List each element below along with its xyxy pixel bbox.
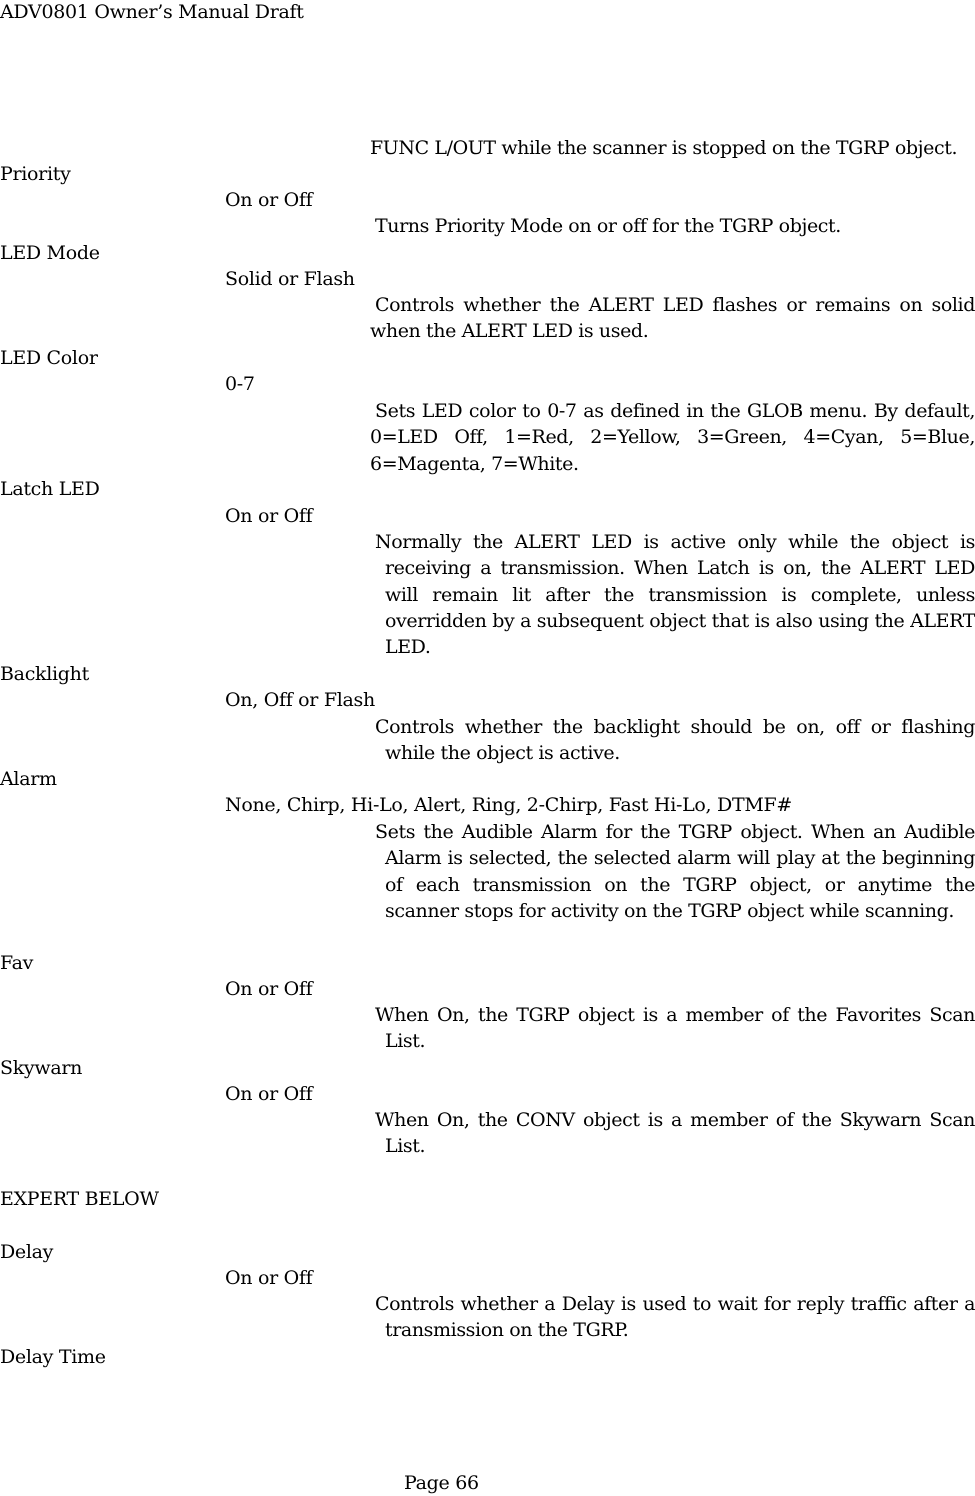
value-delay: On or Off	[225, 1267, 313, 1289]
value-skywarn: On or Off	[225, 1083, 313, 1105]
intro-paragraph: FUNC L/OUT while the scanner is stopped on the TGRP object.	[370, 137, 958, 159]
desc-led-color: Sets LED color to 0-7 as defined in the GLOB menu. By default, 0=LED Off, 1=Red, 2=Yellow, 3=Green, 4=Cyan, 5=Blue, 6=Magenta, 7=White.	[370, 400, 975, 475]
label-latch-led: Latch LED	[0, 478, 100, 500]
value-led-mode: Solid or Flash	[225, 268, 355, 290]
desc-led-mode: Controls whether the ALERT LED flashes or remains on solid when the ALERT LED is used.	[370, 294, 975, 343]
page-number: Page 66	[404, 1472, 479, 1494]
label-priority: Priority	[0, 163, 71, 185]
label-backlight: Backlight	[0, 663, 89, 685]
desc-fav: When On, the TGRP object is a member of the Favorites Scan List.	[375, 1004, 975, 1053]
expert-heading: EXPERT BELOW	[0, 1188, 159, 1210]
label-skywarn: Skywarn	[0, 1057, 83, 1079]
label-led-mode: LED Mode	[0, 242, 100, 264]
value-alarm: None, Chirp, Hi-Lo, Alert, Ring, 2-Chirp, Fast Hi-Lo, DTMF#	[225, 794, 792, 816]
value-latch-led: On or Off	[225, 505, 313, 527]
label-delay: Delay	[0, 1241, 54, 1263]
desc-backlight: Controls whether the backlight should be on, off or flashing while the object is active.	[375, 716, 975, 765]
value-backlight: On, Off or Flash	[225, 689, 375, 711]
value-priority: On or Off	[225, 189, 313, 211]
desc-latch-led: Normally the ALERT LED is active only while the object is receiving a transmission. When Latch is on, the ALERT LED will remain lit after the transmission is complete, unless overridden by a subsequent object that is also using the ALERT LED.	[375, 531, 975, 659]
value-fav: On or Off	[225, 978, 313, 1000]
label-led-color: LED Color	[0, 347, 98, 369]
document-header: ADV0801 Owner’s Manual Draft	[0, 1, 304, 23]
label-alarm: Alarm	[0, 768, 57, 790]
label-fav: Fav	[0, 952, 34, 974]
desc-priority: Turns Priority Mode on or off for the TGRP object.	[375, 215, 841, 237]
desc-alarm: Sets the Audible Alarm for the TGRP object. When an Audible Alarm is selected, the selected alarm will play at the beginning of each transmission on the TGRP object, or anytime the scanner stops for activity on the TGRP object while scanning.	[375, 821, 975, 922]
label-delay-time: Delay Time	[0, 1346, 106, 1368]
desc-delay: Controls whether a Delay is used to wait for reply traffic after a transmission on the TGRP.	[375, 1293, 975, 1342]
desc-skywarn: When On, the CONV object is a member of the Skywarn Scan List.	[375, 1109, 975, 1158]
value-led-color: 0-7	[225, 373, 255, 395]
